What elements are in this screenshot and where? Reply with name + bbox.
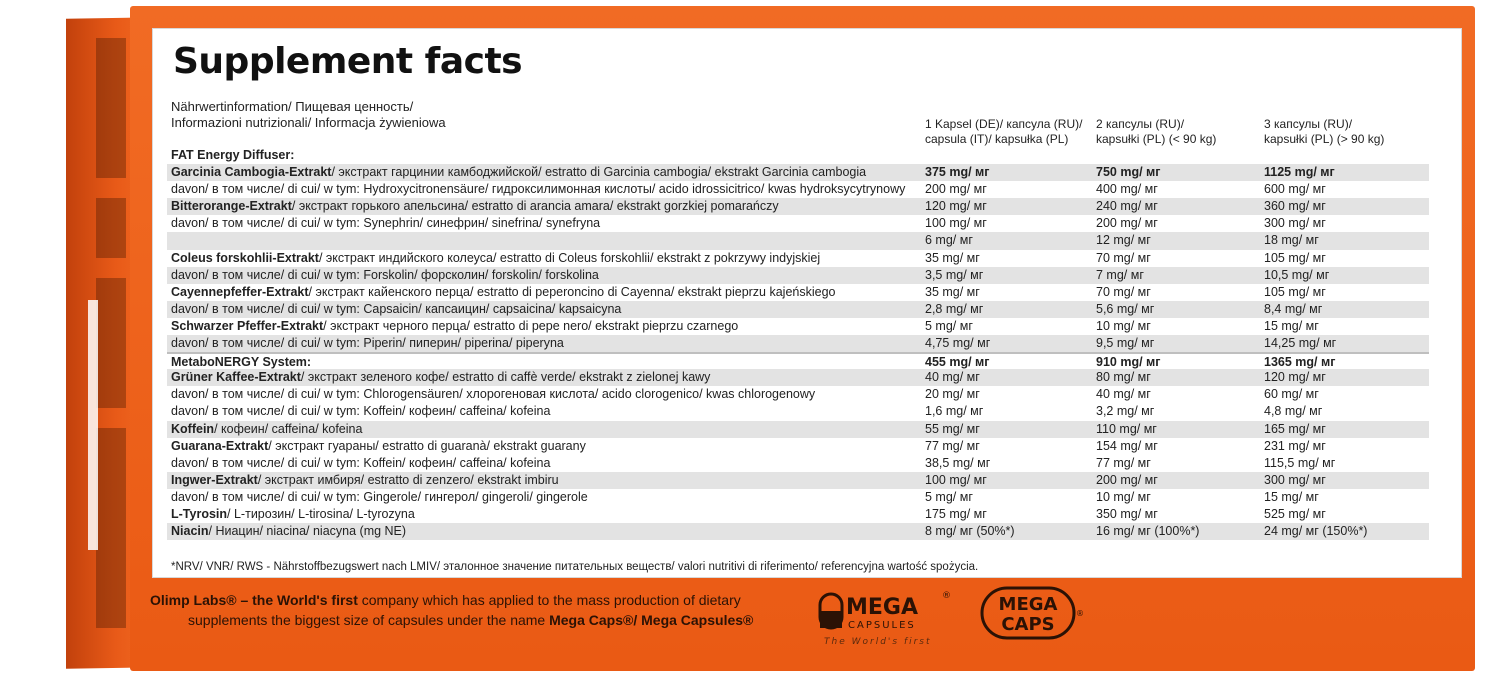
amount-col-3: 300 mg/ мг	[1264, 216, 1326, 231]
amount-col-2: 350 mg/ мг	[1096, 506, 1158, 521]
amount-col-2: 240 mg/ мг	[1096, 199, 1158, 214]
amount-col-3: 4,8 mg/ мг	[1264, 404, 1323, 419]
mega-caps-bottom-text: CAPS	[1001, 614, 1055, 635]
amount-col-1: 4,75 mg/ мг	[925, 336, 991, 351]
ingredient-label	[171, 403, 550, 420]
amount-col-2: 200 mg/ мг	[1096, 216, 1158, 231]
table-row	[167, 489, 1429, 506]
amount-col-2: 70 mg/ мг	[1096, 284, 1151, 299]
ingredient-label	[171, 301, 621, 318]
amount-col-2: 10 mg/ мг	[1096, 489, 1151, 504]
table-row	[167, 284, 1429, 301]
amount-col-3: 165 mg/ мг	[1264, 421, 1326, 436]
table-row	[167, 472, 1429, 489]
ingredient-translations: / кофеин/ caffeina/ kofeina	[214, 421, 363, 436]
amount-col-1: 8 mg/ мг (50%*)	[925, 524, 1015, 539]
amount-col-2: 10 mg/ мг	[1096, 318, 1151, 333]
amount-col-3: 60 mg/ мг	[1264, 387, 1319, 402]
table-row	[167, 386, 1429, 403]
ingredient-label	[171, 523, 406, 540]
ingredient-label	[171, 250, 820, 267]
supplement-facts-panel	[152, 28, 1462, 578]
ingredient-label	[171, 335, 564, 352]
footnote: *NRV/ VNR/ RWS - Nährstoffbezugswert nach LMIV/ эталонное значение питательных веществ/ valori nutritivi di riferimento/ referencyjna wartość spożycia.	[171, 561, 979, 573]
amount-col-2: 910 mg/ мг	[1096, 355, 1161, 370]
promo-text: Olimp Labs® – the World's first company which has applied to the mass production of dietary supplements the biggest size of capsules under the name Mega Caps®/ Mega Capsules®	[150, 592, 754, 628]
table-row	[167, 267, 1429, 284]
amount-col-3: 8,4 mg/ мг	[1264, 301, 1323, 316]
table-row	[167, 198, 1429, 215]
amount-col-3: 300 mg/ мг	[1264, 472, 1326, 487]
table-row	[167, 318, 1429, 335]
amount-col-1: 2,8 mg/ мг	[925, 301, 984, 316]
ingredient-label	[171, 369, 710, 386]
ingredient-label	[171, 267, 599, 284]
mega-caps-logo	[980, 586, 1084, 642]
page-title: Supplement facts	[173, 41, 523, 82]
ingredient-label	[171, 438, 586, 455]
amount-col-2: 80 mg/ мг	[1096, 370, 1151, 385]
amount-col-1: 120 mg/ мг	[925, 199, 987, 214]
amount-col-2: 110 mg/ мг	[1096, 421, 1157, 436]
amount-col-3: 360 mg/ мг	[1264, 199, 1326, 214]
ingredient-label	[171, 506, 415, 523]
ingredient-name: Niacin	[171, 524, 209, 539]
column-header-1-capsule: 1 Kapsel (DE)/ капсула (RU)/ capsula (IT)/ kapsułka (PL)	[925, 117, 1083, 146]
logo-capsules-text: CAPSULES	[848, 620, 916, 631]
amount-col-1: 455 mg/ мг	[925, 355, 990, 370]
amount-col-3: 105 mg/ мг	[1264, 250, 1326, 265]
ingredient-name: L-Tyrosin	[171, 506, 228, 521]
amount-col-2: 77 mg/ мг	[1096, 455, 1151, 470]
amount-col-1: 20 mg/ мг	[925, 387, 980, 402]
ingredient-translations: davon/ в том числе/ di cui/ w tym: Capsaicin/ капсаицин/ capsaicina/ kapsaicyna	[171, 301, 622, 316]
mega-caps-registered-mark: ®	[1076, 609, 1084, 618]
amount-col-2: 154 mg/ мг	[1096, 438, 1158, 453]
ingredient-translations: davon/ в том числе/ di cui/ w tym: Forskolin/ форсколин/ forskolin/ forskolina	[171, 267, 599, 282]
ingredient-label	[171, 181, 905, 198]
amount-col-1: 1,6 mg/ мг	[925, 404, 984, 419]
ingredient-label	[171, 386, 815, 403]
ingredient-translations: davon/ в том числе/ di cui/ w tym: Chlorogensäuren/ хлорогеновая кислота/ acido clorogenico/ kwas chlorogenowy	[171, 387, 816, 402]
ingredient-name: Ingwer-Extrakt	[171, 472, 258, 487]
amount-col-2: 70 mg/ мг	[1096, 250, 1151, 265]
ingredient-name: Cayennepfeffer-Extrakt	[171, 284, 309, 299]
amount-col-1: 175 mg/ мг	[925, 506, 987, 521]
ingredient-translations: davon/ в том числе/ di cui/ w tym: Hydroxycitronensäure/ гидроксилимонная кислоты/ acido idrossicitrico/ kwas hydroksycytrynowy	[171, 182, 906, 197]
carton-side-print	[96, 38, 126, 648]
amount-col-1: 375 mg/ мг	[925, 165, 990, 180]
table-row	[167, 181, 1429, 198]
ingredient-name: Coleus forskohlii-Extrakt	[171, 250, 319, 265]
table-row	[167, 215, 1429, 232]
column-header-3-capsules: 3 капсулы (RU)/ kapsułki (PL) (> 90 kg)	[1264, 117, 1385, 146]
table-row	[167, 455, 1429, 472]
amount-col-3: 24 mg/ мг (150%*)	[1264, 524, 1368, 539]
amount-col-1: 35 mg/ мг	[925, 250, 980, 265]
ingredient-label	[171, 147, 294, 164]
amount-col-2: 7 mg/ мг	[1096, 267, 1144, 282]
amount-col-2: 3,2 mg/ мг	[1096, 404, 1155, 419]
table-row	[167, 232, 1429, 249]
amount-col-3: 525 mg/ мг	[1264, 506, 1326, 521]
amount-col-2: 12 mg/ мг	[1096, 233, 1151, 248]
table-row	[167, 403, 1429, 420]
ingredient-label	[171, 284, 836, 301]
amount-col-3: 10,5 mg/ мг	[1264, 267, 1330, 282]
ingredient-translations: / экстракт кайенского перца/ estratto di peperoncino di Cayenna/ ekstrakt pieprzu kajeńskiego	[308, 284, 836, 299]
table-row	[167, 164, 1429, 181]
mega-caps-top-text: MEGA	[998, 594, 1058, 615]
amount-col-3: 115,5 mg/ мг	[1264, 455, 1336, 470]
amount-col-3: 600 mg/ мг	[1264, 182, 1326, 197]
amount-col-1: 100 mg/ мг	[925, 472, 987, 487]
ingredient-translations: / экстракт гуараны/ estratto di guaranà/ ekstrakt guarany	[268, 438, 586, 453]
ingredient-label	[171, 489, 588, 506]
amount-col-2: 5,6 mg/ мг	[1096, 301, 1155, 316]
ingredient-name: Bitterorange-Extrakt	[171, 199, 292, 214]
carton-side-label	[88, 300, 98, 550]
column-header-2-capsules: 2 капсулы (RU)/ kapsułki (PL) (< 90 kg)	[1096, 117, 1217, 146]
table-row	[167, 506, 1429, 523]
amount-col-3: 14,25 mg/ мг	[1264, 336, 1337, 351]
ingredient-translations: davon/ в том числе/ di cui/ w tym: Gingerole/ гингерол/ gingeroli/ gingerole	[171, 489, 588, 504]
amount-col-1: 38,5 mg/ мг	[925, 455, 991, 470]
amount-col-1: 100 mg/ мг	[925, 216, 987, 231]
amount-col-2: 9,5 mg/ мг	[1096, 336, 1155, 351]
amount-col-3: 1365 mg/ мг	[1264, 355, 1336, 370]
amount-col-1: 5 mg/ мг	[925, 489, 973, 504]
table-row	[167, 147, 1429, 164]
mega-capsules-logo	[818, 584, 958, 648]
ingredient-label	[171, 455, 550, 472]
ingredient-translations: davon/ в том числе/ di cui/ w tym: Koffein/ кофеин/ caffeina/ kofeina	[171, 455, 551, 470]
ingredient-name: Guarana-Extrakt	[171, 438, 269, 453]
ingredient-name: Grüner Kaffee-Extrakt	[171, 370, 301, 385]
amount-col-3: 15 mg/ мг	[1264, 318, 1319, 333]
table-row	[167, 335, 1429, 352]
ingredient-label	[171, 164, 866, 181]
ingredient-translations: / экстракт горького апельсина/ estratto di arancia amara/ ekstrakt gorzkiej pomarańczy	[291, 199, 779, 214]
amount-col-1: 40 mg/ мг	[925, 370, 980, 385]
ingredient-translations: / экстракт зеленого кофе/ estratto di caffè verde/ ekstrakt z zielonej kawy	[300, 370, 711, 385]
ingredient-label	[171, 215, 600, 232]
nutrition-info-header: Nährwertinformation/ Пищевая ценность/ Informazioni nutrizionali/ Informacja żywieniowa	[171, 99, 446, 130]
amount-col-3: 231 mg/ мг	[1264, 438, 1326, 453]
amount-col-3: 105 mg/ мг	[1264, 284, 1326, 299]
ingredient-name: Garcinia Cambogia-Extrakt	[171, 165, 332, 180]
logo-tagline: The World's first	[824, 637, 932, 647]
ingredient-label	[171, 421, 362, 438]
table-row	[167, 438, 1429, 455]
ingredient-translations: / экстракт индийского колеуса/ estratto di Coleus forskohlii/ ekstrakt z pokrzywy indyjskiej	[318, 250, 821, 265]
ingredient-translations: davon/ в том числе/ di cui/ w tym: Koffein/ кофеин/ caffeina/ kofeina	[171, 404, 551, 419]
amount-col-2: 16 mg/ мг (100%*)	[1096, 524, 1200, 539]
amount-col-3: 1125 mg/ мг	[1264, 165, 1335, 180]
amount-col-1: 55 mg/ мг	[925, 421, 980, 436]
table-row	[167, 250, 1429, 267]
amount-col-1: 77 mg/ мг	[925, 438, 980, 453]
table-row	[167, 301, 1429, 318]
amount-col-1: 6 mg/ мг	[925, 233, 973, 248]
ingredient-translations: / Ниацин/ niacina/ niacyna (mg NE)	[208, 524, 407, 539]
ingredient-name: Koffein	[171, 421, 215, 436]
amount-col-1: 5 mg/ мг	[925, 318, 973, 333]
table-row	[167, 523, 1429, 540]
amount-col-2: 750 mg/ мг	[1096, 165, 1161, 180]
logo-mega-text: MEGA	[846, 595, 919, 620]
amount-col-1: 35 mg/ мг	[925, 284, 980, 299]
ingredient-translations: / экстракт гарцинии камбоджийской/ estratto di Garcinia cambogia/ ekstrakt Garcinia cambogia	[331, 165, 867, 180]
table-row	[167, 369, 1429, 386]
ingredient-label	[171, 318, 738, 335]
ingredient-name: MetaboNERGY System:	[171, 355, 312, 370]
ingredient-translations: davon/ в том числе/ di cui/ w tym: Piperin/ пиперин/ piperina/ piperyna	[171, 336, 564, 351]
amount-col-1: 200 mg/ мг	[925, 182, 987, 197]
amount-col-3: 120 mg/ мг	[1264, 370, 1326, 385]
table-row	[167, 421, 1429, 438]
ingredient-translations: / L-тирозин/ L-tirosina/ L-tyrozyna	[227, 506, 415, 521]
amount-col-2: 400 mg/ мг	[1096, 182, 1158, 197]
capsule-icon	[820, 594, 842, 628]
ingredient-translations: / экстракт имбиря/ estratto di zenzero/ ekstrakt imbiru	[257, 472, 559, 487]
facts-table	[167, 147, 1429, 540]
amount-col-2: 200 mg/ мг	[1096, 472, 1158, 487]
ingredient-name: Schwarzer Pfeffer-Extrakt	[171, 318, 324, 333]
logo-registered-mark: ®	[942, 591, 951, 601]
table-row	[167, 352, 1429, 369]
ingredient-label	[171, 472, 559, 489]
amount-col-2: 40 mg/ мг	[1096, 387, 1151, 402]
amount-col-3: 18 mg/ мг	[1264, 233, 1319, 248]
amount-col-1: 3,5 mg/ мг	[925, 267, 984, 282]
ingredient-translations: / экстракт черного перца/ estratto di pepe nero/ ekstrakt pieprzu czarnego	[323, 318, 739, 333]
ingredient-name: FAT Energy Diffuser:	[171, 148, 295, 162]
amount-col-3: 15 mg/ мг	[1264, 489, 1319, 504]
ingredient-label	[171, 198, 779, 215]
ingredient-translations: davon/ в том числе/ di cui/ w tym: Synephrin/ синефрин/ sinefrina/ synefryna	[171, 216, 601, 231]
